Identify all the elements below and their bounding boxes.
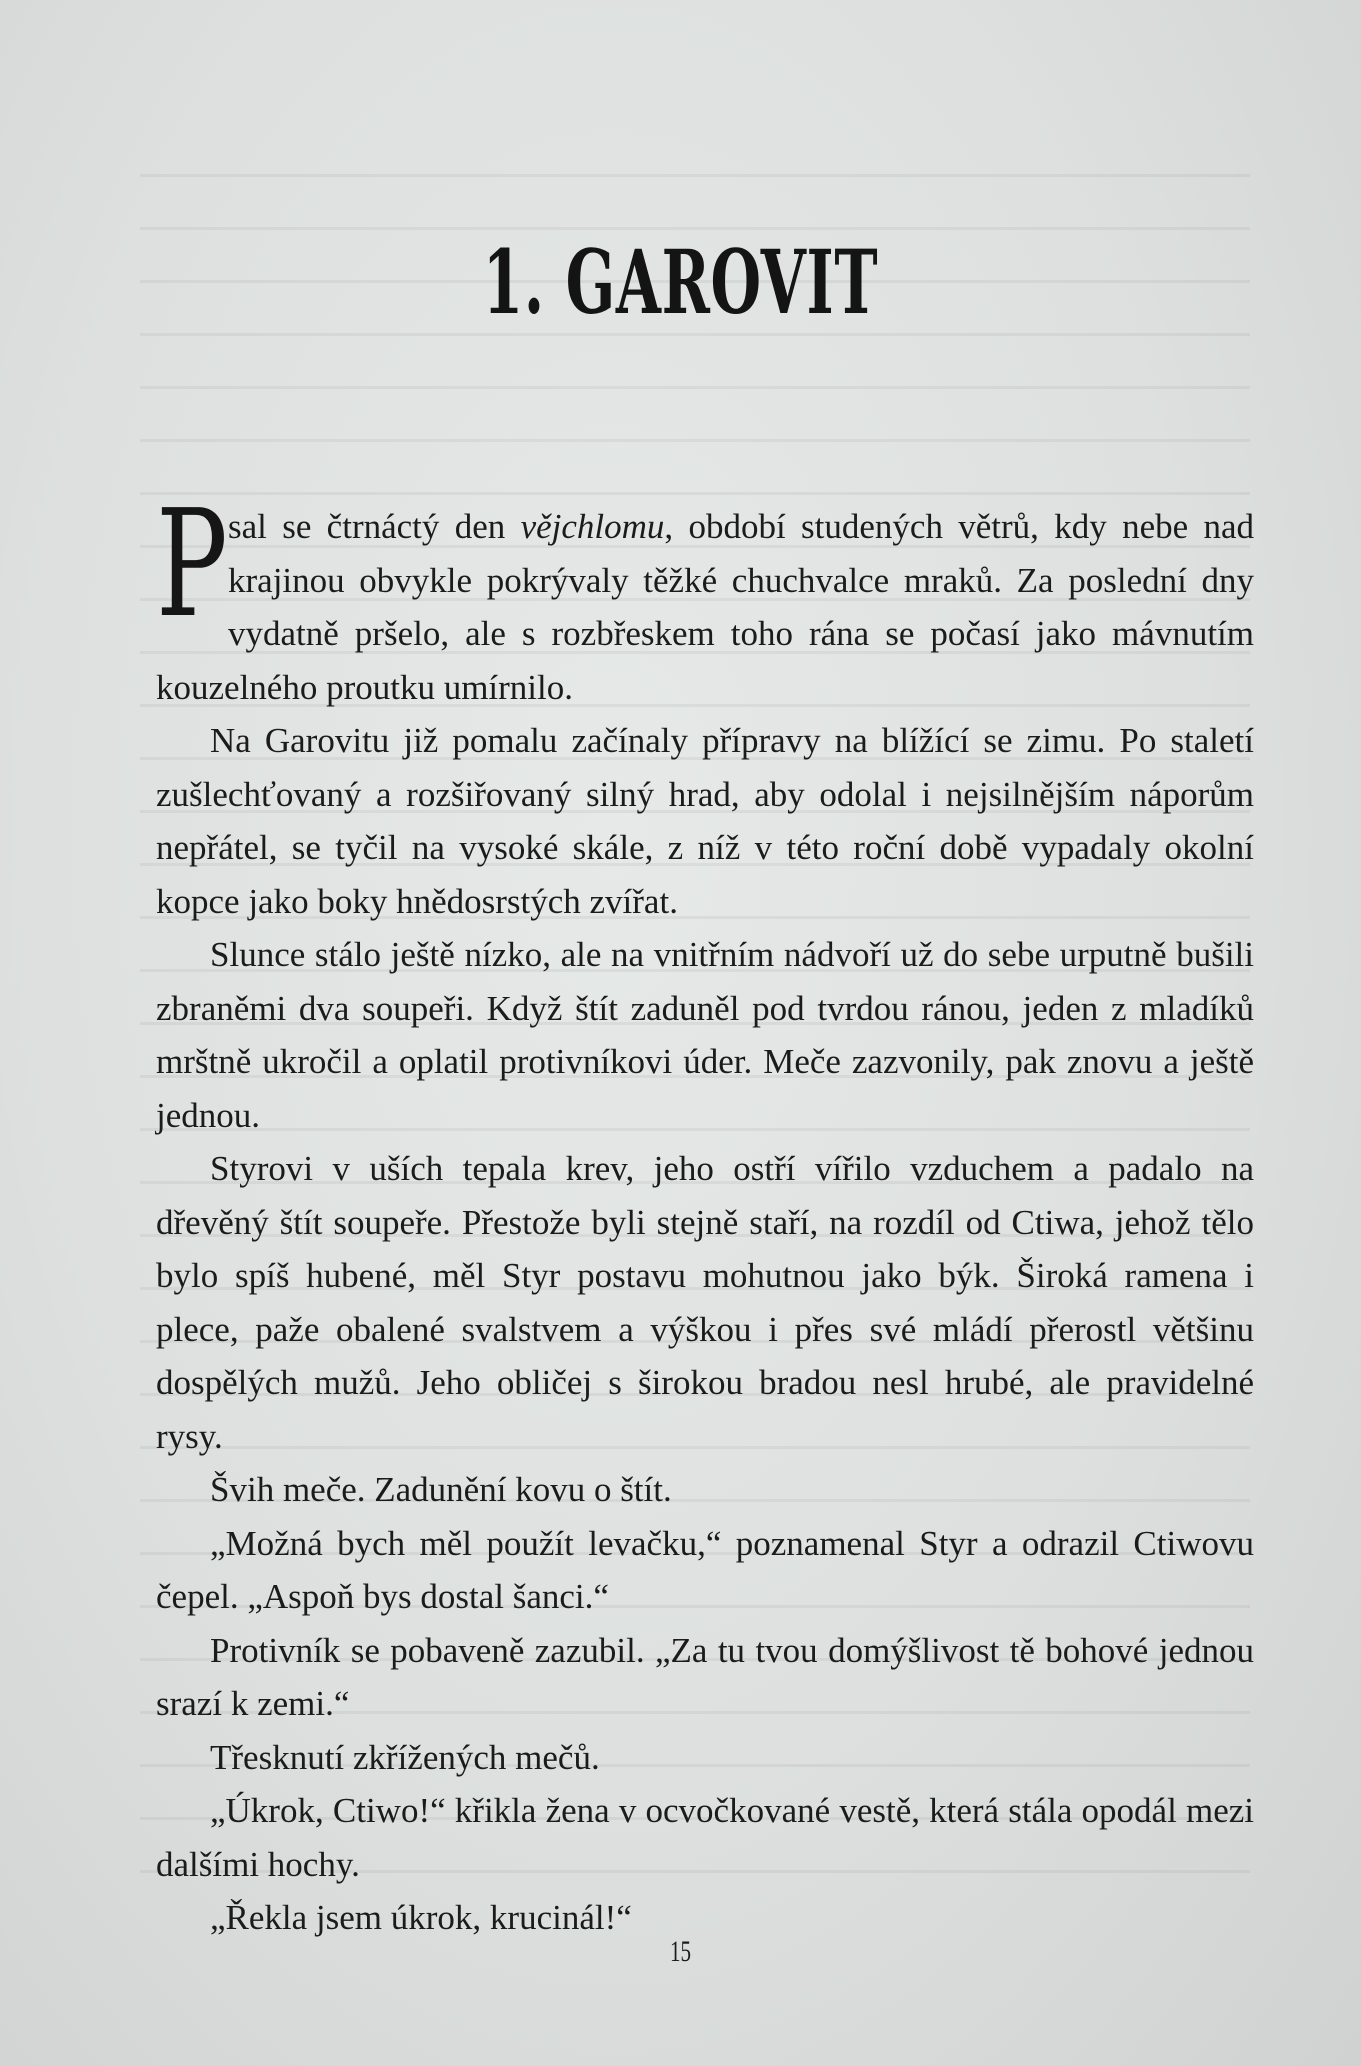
paragraph: Slunce stálo ještě nízko, ale na vnitřním nádvoří už do sebe urputně bušili zbraněmi dva soupeři. Když štít zaduněl pod tvrdou ránou, jeden z mladíků mrštně ukročil a oplatil protivníkovi úder. Meče zazvonily, pak znovu a ještě jednou. [156, 935, 1254, 1135]
paragraph: Třesknutí zkřížených mečů. [210, 1737, 600, 1777]
paragraph: Švih meče. Zadunění kovu o štít. [210, 1470, 672, 1509]
paragraph: „Možná bych měl použít levačku,“ poznamenal Styr a odrazil Ctiwovu čepel. „Aspoň bys dostal šanci.“ [156, 1523, 1254, 1616]
paragraph: „Řekla jsem úkrok, krucinál!“ [210, 1898, 632, 1937]
paragraph-text: , období studených větrů, kdy nebe nad krajinou obvykle pokrývaly těžké chuchvalce mraků. Za poslední dny vydatně pršelo, ale s rozbřeskem toho rána se počasí jako mávnutím kouzelného proutku umírnilo. [156, 507, 1255, 707]
paragraph: Protivník se pobaveně zazubil. „Za tu tvou domýšlivost tě bohové jednou srazí k zemi.“ [156, 1630, 1254, 1723]
paragraph: Styrovi v uších tepala krev, jeho ostří vířilo vzduchem a padalo na dřevěný štít soupeře. Přestože byli stejně staří, na rozdíl od Ctiwa, jehož tělo bylo spíš hubené, měl Styr postavu mohutnou jako býk. Široká ramena i plece, paže obalené svalstvem a výškou i přes své mládí přerostl většinu dospělých mužů. Jeho obličej s širokou bradou nesl hrubé, ale pravidelné rysy. [156, 1149, 1254, 1456]
chapter-body [156, 478, 1255, 1945]
paragraph [156, 478, 1255, 714]
page-number: 15 [670, 1935, 691, 1968]
italic-term: vějchlomu [520, 507, 665, 546]
chapter-title: 1. GAROVIT [482, 230, 879, 334]
paragraph: „Úkrok, Ctiwo!“ křikla žena v ocvočkované vestě, která stála opodál mezi dalšími hochy. [156, 1791, 1254, 1884]
paragraph-text: sal se čtrnáctý den [228, 507, 521, 546]
drop-cap: P [156, 478, 228, 650]
paragraph: Na Garovitu již pomalu začínaly přípravy na blížící se zimu. Po staletí zušlechťovaný a rozšiřovaný silný hrad, aby odolal i nejsilnějším náporům nepřátel, se tyčil na vysoké skále, z níž v této roční době vypadaly okolní kopce jako boky hnědosrstých zvířat. [156, 721, 1254, 921]
